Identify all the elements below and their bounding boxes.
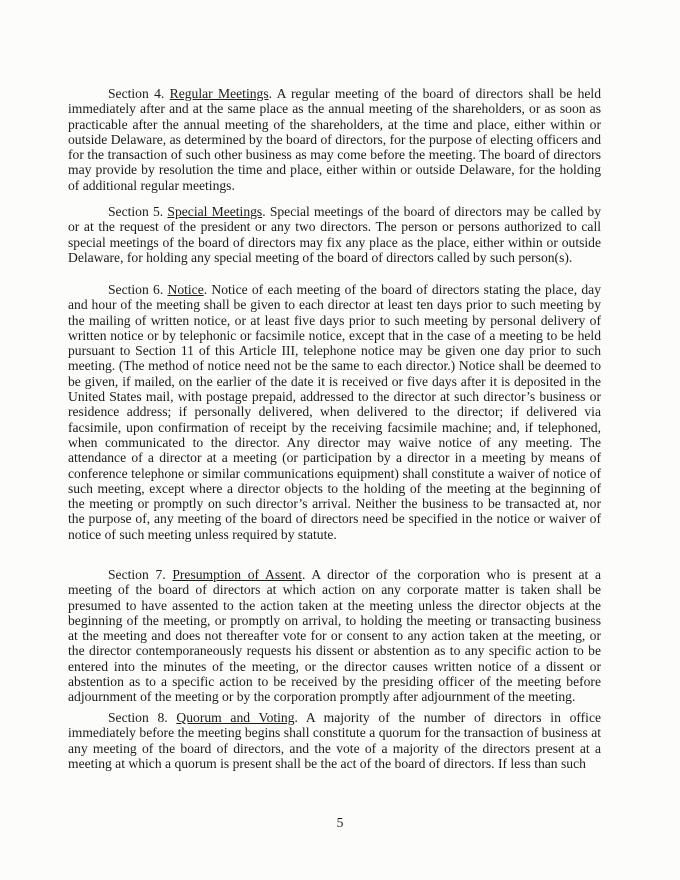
section-4-body: . A regular meeting of the board of directors shall be held immediately after and at the same place as the annual meeting of the shareholders, or as soon as practicable after the annual meeting of the shareholders, at the time and place, either within or outside Delaware, as determined by the board of directors, for the purpose of electing officers and for the transaction of such other business as may come before the meeting. The board of directors may provide by resolution the time and place, either within or outside Delaware, for the holding of additional regular meetings.: [68, 86, 601, 193]
section-5-number: Section 5.: [108, 204, 164, 219]
section-6-body: . Notice of each meeting of the board of directors stating the place, day and hour of the meeting shall be given to each director at least ten days prior to such meeting by the mailing of written notice, or at least five days prior to such meeting by personal delivery of written notice or by telephonic or facsimile notice, except that in the case of a meeting to be held pursuant to Section 11 of this Article III, telephone notice may be given one day prior to such meeting. (The method of notice need not be the same to each director.) Notice shall be deemed to be given, if mailed, on the earlier of the date it is received or five days after it is deposited in the United States mail, with postage prepaid, addressed to the director at such director’s business or residence address; if personally delivered, when delivered to the director; if delivered via facsimile, upon confirmation of receipt by the receiving facsimile machine; and, if telephoned, when communicated to the director. Any director may waive notice of any meeting. The attendance of a director at a meeting (or participation by a director in a meeting by means of conference telephone or similar communications equipment) shall constitute a waiver of notice of such meeting, except where a director objects to the holding of the meeting at the beginning of the meeting or promptly on such director’s arrival. Neither the business to be transacted at, nor the purpose of, any meeting of the board of directors need be specified in the notice or waiver of notice of such meeting unless required by statute.: [68, 282, 601, 542]
section-4-heading: Regular Meetings: [169, 86, 269, 101]
section-7-heading: Presumption of Assent: [172, 567, 303, 582]
section-4-paragraph: [68, 86, 601, 193]
section-8-paragraph: [68, 710, 601, 771]
section-8-number: Section 8.: [108, 710, 168, 725]
section-7-body: . A director of the corporation who is present at a meeting of the board of directors at which action on any corporate matter is taken shall be presumed to have assented to the action taken at the meeting unless the director objects at the beginning of the meeting, or promptly on arrival, to holding the meeting or transacting business at the meeting and does not thereafter vote for or consent to any action taken at the meeting, or the director contemporaneously requests his dissent or abstention as to any specific action to be entered into the minutes of the meeting, or the director causes written notice of a dissent or abstention as to a specific action to be received by the presiding officer of the meeting before adjournment of the meeting or by the corporation promptly after adjournment of the meeting.: [68, 567, 601, 705]
section-4-number: Section 4.: [108, 86, 165, 101]
section-5-heading: Special Meetings: [167, 204, 263, 219]
section-8-body: . A majority of the number of directors in office immediately before the meeting begins shall constitute a quorum for the transaction of business at any meeting of the board of directors, and the vote of a majority of the directors present at a meeting at which a quorum is present shall be the act of the board of directors. If less than such: [68, 710, 602, 771]
section-6-number: Section 6.: [108, 282, 164, 297]
section-8-heading: Quorum and Voting: [176, 710, 295, 725]
section-7-number: Section 7.: [108, 567, 166, 582]
section-5-body: . Special meetings of the board of directors may be called by or at the request of the president or any two directors. The person or persons authorized to call special meetings of the board of directors may fix any place as the place, either within or outside Delaware, for holding any special meeting of the board of directors called by such person(s).: [68, 204, 601, 265]
section-6-paragraph: [68, 282, 601, 542]
section-6-heading: Notice: [167, 282, 204, 297]
page-number: 5: [336, 815, 344, 830]
section-7-paragraph: [68, 567, 601, 705]
section-5-paragraph: [68, 204, 601, 265]
